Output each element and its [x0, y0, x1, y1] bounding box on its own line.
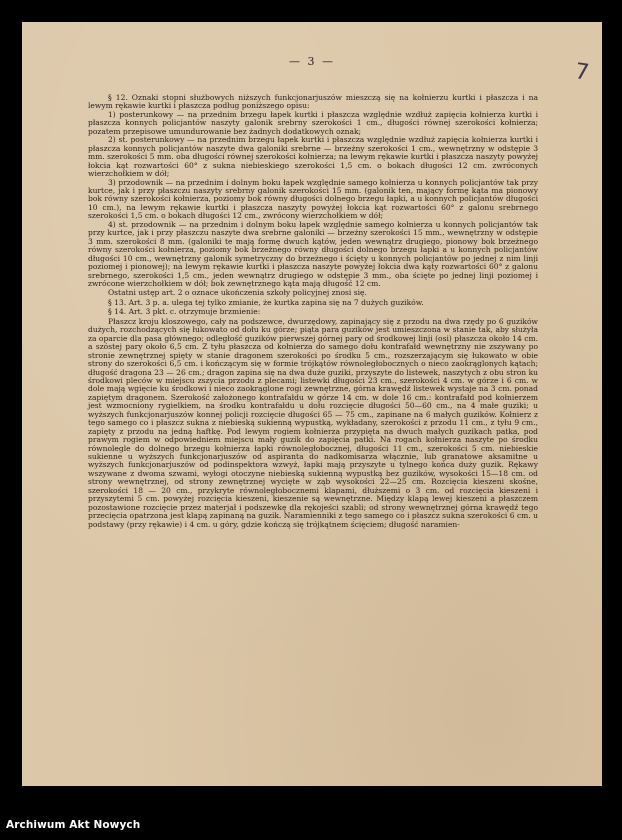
body-text [88, 94, 538, 529]
handwritten-page-number: 7 [573, 59, 591, 86]
document-page [22, 22, 602, 786]
paragraph: 3) przodownik — na przednim i dolnym boku łapek względnie samego kołnierza u konnych policjantów tak przy kurtce, jak i przy płaszczu naszyty srebrny galonik szerokości 15 mm. (galonik ten, mający formę kąta ma pionowy bok równy szerokości kołnierza, poziomy bok równy długości dolnego brzegu łapki, a u konnych policjantów długości 10 cm.), na lewym rękawie kurtki i płaszcza naszyty powyżej łokcia kąt rozwartości 60° z galonu srebrnego szerokości 1,5 cm. o bokach długości 12 cm., zwrócony wierzchołkiem w dół; [88, 177, 538, 221]
paragraph: § 14. Art. 3 pkt. c. otrzymuje brzmienie: [108, 307, 261, 317]
paragraph: § 13. Art. 3 p. a. ulega tej tylko zmianie, że kurtka zapina się na 7 dużych guzików. [108, 297, 424, 307]
paragraph: § 12. Oznaki stopni służbowych niższych funkcjonarjuszów mieszczą się na kołnierzu kurtki i płaszcza i na lewym rękawie kurtki i płaszcza podług poniższego opisu: [88, 93, 538, 111]
paragraph: Ostatni ustęp art. 2 o oznace ukończenia szkoły policyjnej znosi się. [108, 288, 367, 298]
paragraph: 1) posterunkowy — na przednim brzegu łapek kurtki i płaszcza względnie wzdłuż zapięcia kołnierza kurtki i płaszcza konnych policjantów naszyty galonik srebrny szerokości 1 cm., długości równej szerokości kołnierza; pozatem przepisowe umundurowanie bez żadnych dodatkowych oznak; [88, 109, 538, 136]
paragraph: 4) st. przodownik — na przednim i dolnym boku łapek względnie samego kołnierza u konnych policjantów tak przy kurtce, jak i przy płaszczu naszyte dwa srebrne galoniki — brzeżny szerokości 15 mm., wewnętrzny w odstępie 3 mm. szerokości 8 mm. (galoniki te mają formę dwuch kątów, jeden wewnątrz drugiego, pionowy bok brzeżnego równy szerokości kołnierza, poziomy bok brzeżnego równy długości dolnego brzegu łapki a u konnych policjantów długości 10 cm., wewnętrzny galonik symetryczny do brzeżnego i ścięty u konnych policjantów po jednej z nim linji poziomej i pionowej); na lewym rękawie kurtki i płaszcza naszyte powyżej łokcia dwa kąty rozwartości 60° z galonu srebrnego, szerokości 1,5 cm., jeden wewnątrz drugiego w odstępie 3 mm., oba ścięte po jednej linji poziomej i zwrócone wierzchołkiem w dół; bok zewnętrznego kąta mają długość 12 cm. [88, 219, 538, 288]
page-number: — 3 — [289, 55, 335, 68]
paragraph: Płaszcz kroju kloszowego, cały na podszewce, dwurzędowy, zapinający się z przodu na dwa rzędy po 6 guzików dużych, rozchodzących się łukowato od dołu ku górze; piąta para guzików jest umieszczona w stanie tak, aby służyła za oparcie dla pasa głównego; odległość guzików pierwszej górnej pary od środkowej linji (osi) płaszcza około 14 cm. a szóstej pary około 6,5 cm. Z tyłu płaszcza od kołnierza do samego dołu kontrafałd wewnętrzny nie zszywany po stronie zewnętrznej spięty w stanie dragonem szerokości po środku 5 cm., rozszerzającym się łukowato w obie strony do szerokości 6,5 cm. i kończącym się w formie trójkątów równoległobocznych o nieco zaokrąglonych kątach; długość dragona 23 — 26 cm.; dragon zapina się na dwa duże guziki, przyszyte do listewek, naszytych z obu stron ku środkowi pleców w miejscu zszycia przodu z plecami; listewki długości 23 cm., szerokości 4 cm. w górze i 6 cm. w dole mają wgięcie ku środkowi i nieco zaokrąglone rogi zewnętrzne, górna krawędź listewek wystaje na 3 cm. ponad zapiętym dragonem. Szerokość założonego kontrafałdu w górze 14 cm. w dole 16 cm.: kontrafałd pod kołnierzem jest wzmocniony rygielkiem, na środku kontrafałdu u dołu rozcięcie długości 50—60 cm., na 4 małe guziki; u wyższych funkcjonarjuszów konnej policji rozcięcie długości 65 — 75 cm., zapinane na 6 małych guzików. Kołnierz z tego samego co i płaszcz sukna z niebieską sukienną wypustką, wykładany, szerokości z przodu 11 cm., z tyłu 9 cm., zapięty z przodu na jedną haftkę. Pod lewym rogiem kołnierza przypięta na dwuch małych guzikach patka, pod prawym rogiem w odpowiedniem miejscu mały guzik do zapięcia patki. Na rogach kołnierza naszyte po środku równolegle do dolnego brzegu kołnierza łapki równoległobocznej, długości 11 cm., szerokości 5 cm. niebieskie sukienne u wyższych funkcjonarjuszów od aspiranta do nadkomisarza włącznie, lub granatowe aksamitne u wyższych funkcjonarjuszów od podinspektora wzwyż, łapki mają przyszyte u tylnego końca duży guzik. Rękawy wszywane z dwoma szwami, wyłogi otoczyne niebieską sukienną wypustką bez guzików, wysokości 15—18 cm. od strony wewnętrznej, od strony zewnętrznej wycięte w ząb wysokości 22—25 cm. Rozcięcia kieszeni skośne, szerokości 18 — 20 cm., przykryte równoległobocznemi klapami, dłuższemi o 3 cm. od rozcięcia kieszeni i przyszytemi 5 cm. powyżej rozcięcia kieszeni, kieszenie są wewnętrzne. Między klapą lewej kieszeni a płaszczem pozostawione rozcięcie przez materjał i podszewkę dla rękojeści szabli; od strony wewnętrznej górna krawędź tego przecięcia opatrzona jest klapą zapinaną na guzik. Naramienniki z tego samego co i płaszcz sukna szerokości 6 cm. u podstawy (przy rękawie) i 4 cm. u góry, gdzie kończą się trójkątnem ścięciem; długość naramien- [88, 316, 538, 529]
archive-watermark: Archiwum Akt Nowych [6, 819, 141, 831]
paragraph: 2) st. posterunkowy — na przednim brzegu łapek kurtki i płaszcza względnie wzdłuż zapięcia kołnierza kurtki i płaszcza konnych policjantów naszyte dwa galoniki srebrne — brzeżny szerokości 1 cm., wewnętrzny w odstępie 3 mm. szerokości 5 mm. oba długości równej szerokości kołnierza; na lewym rękawie kurtki i płaszcza naszyty powyżej łokcia kąt rozwartości 60° z sukna niebieskiego szerokości 1,5 cm. o bokach długości 12 cm. zwróconych wierzchołkiem w dół; [88, 135, 538, 179]
